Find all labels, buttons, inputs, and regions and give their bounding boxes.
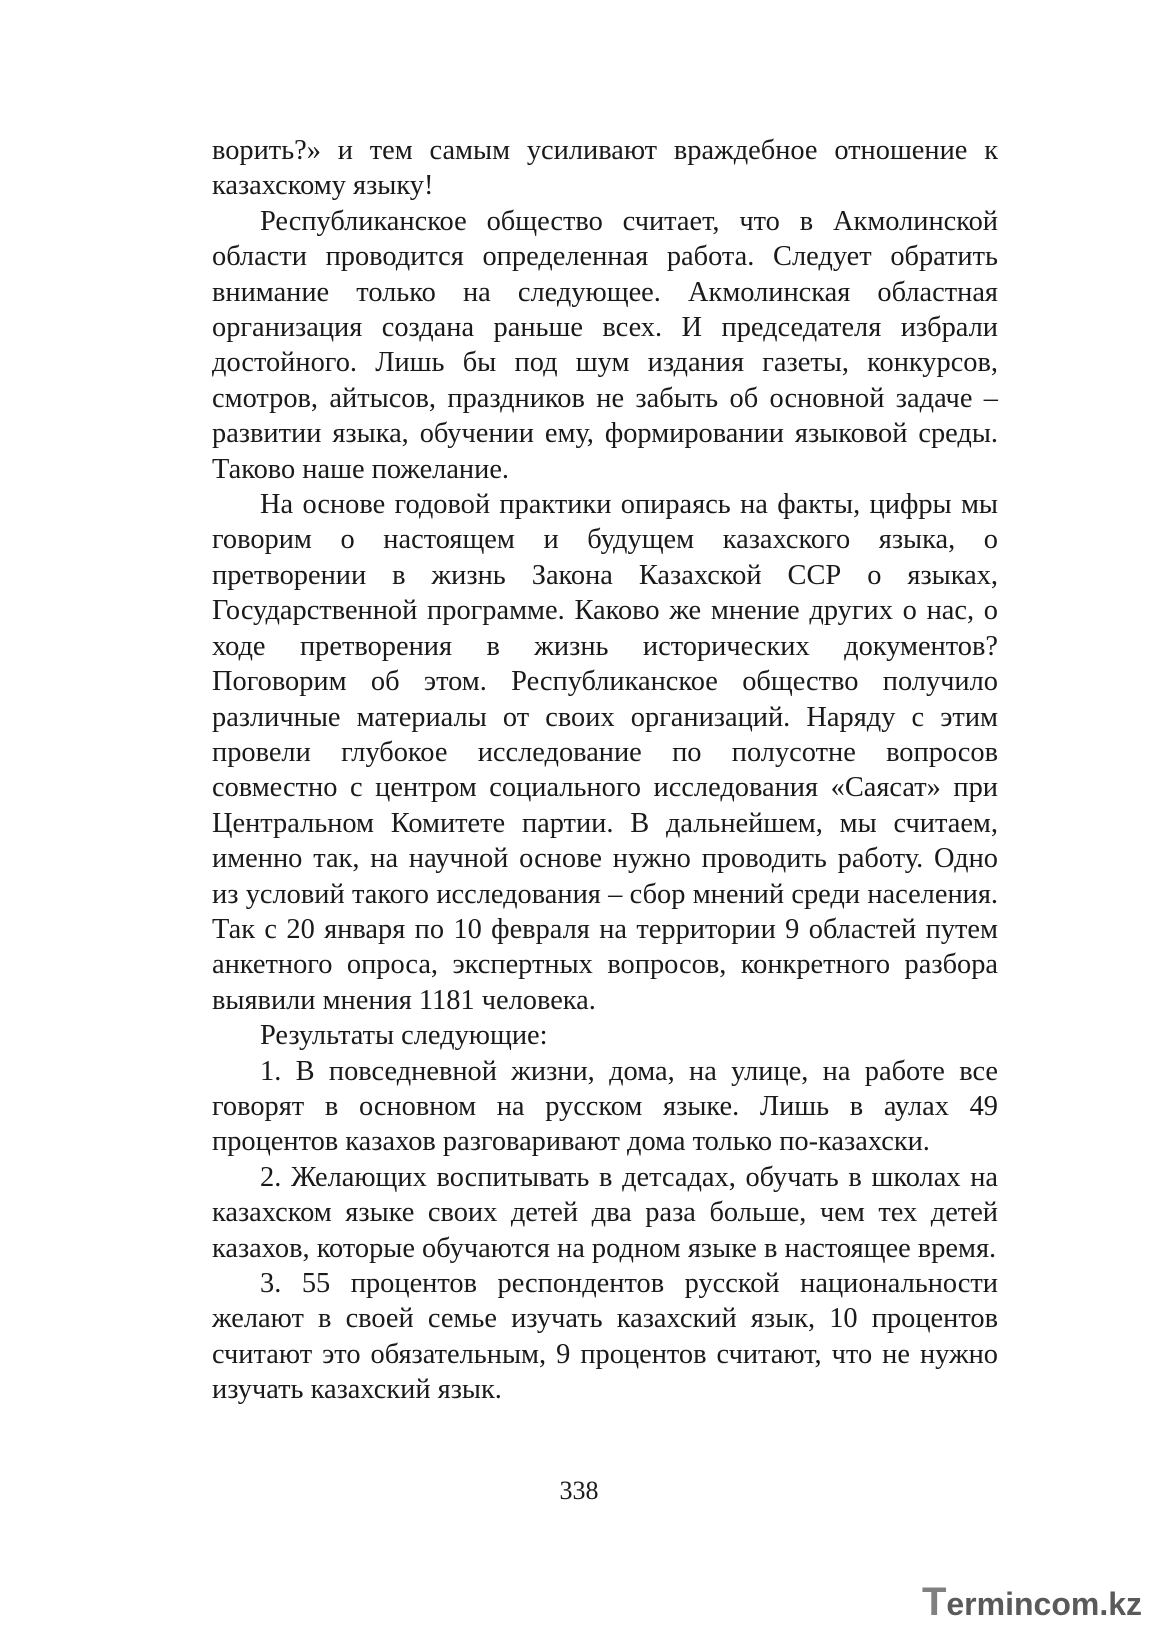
watermark-logo xyxy=(922,1582,1142,1624)
watermark-first-letter: T xyxy=(921,1580,947,1624)
paragraph-7: 3. 55 процентов респондентов русской национальности желают в своей семье изучать казахский язык, 10 процентов считают это обязательным, 9 процентов считают, что не нужно изучать казахский язык. xyxy=(212,1268,998,1406)
paragraph-1: ворить?» и тем самым усиливают враждебное отношение к казахскому языку! xyxy=(212,135,998,202)
paragraph-6: 2. Желающих воспитывать в детсадах, обучать в школах на казахском языке своих детей два раза больше, чем тех детей казахов, которые обучаются на родном языке в настоящее время. xyxy=(212,1161,998,1264)
paragraph-4: Результаты следующие: xyxy=(260,1020,548,1052)
page-number: 338 xyxy=(559,1476,599,1505)
page-body xyxy=(212,133,998,1408)
paragraph-2: Республиканское общество считает, что в Акмолинской области проводится определенная работа. Следует обратить внимание только на следующее. Акмолинская областная организация создана раньше всех. И председателя избрали достойного. Лишь бы под шум издания газеты, конкурсов, смотров, айтысов, праздников не забыть об основной задаче – развитии языка, обучении ему, формировании языковой среды. Таково наше пожелание. xyxy=(212,205,998,485)
paragraph-5: 1. В повседневной жизни, дома, на улице, на работе все говорят в основном на русском языке. Лишь в аулах 49 процентов казахов разговаривают дома только по-казахски. xyxy=(212,1055,998,1158)
watermark-text: ermincom.kz xyxy=(946,1586,1142,1622)
paragraph-3: На основе годовой практики опираясь на факты, цифры мы говорим о настоящем и будущем казахского языка, о претворении в жизнь Закона Казахской ССР о языках, Государственной программе. Каково же мнение других о нас, о ходе претворения в жизнь исторических документов? Поговорим об этом. Республиканское общество получило различные материалы от своих организаций. Наряду с этим провели глубокое исследование по полусотне вопросов совместно с центром социального исследования «Саясат» при Центральном Комитете партии. В дальнейшем, мы считаем, именно так, на научной основе нужно проводить работу. Одно из условий такого исследования – сбор мнений среди населения. Так с 20 января по 10 февраля на территории 9 областей путем анкетного опроса, экспертных вопросов, конкретного разбора выявили мнения 1181 человека. xyxy=(212,489,998,1016)
